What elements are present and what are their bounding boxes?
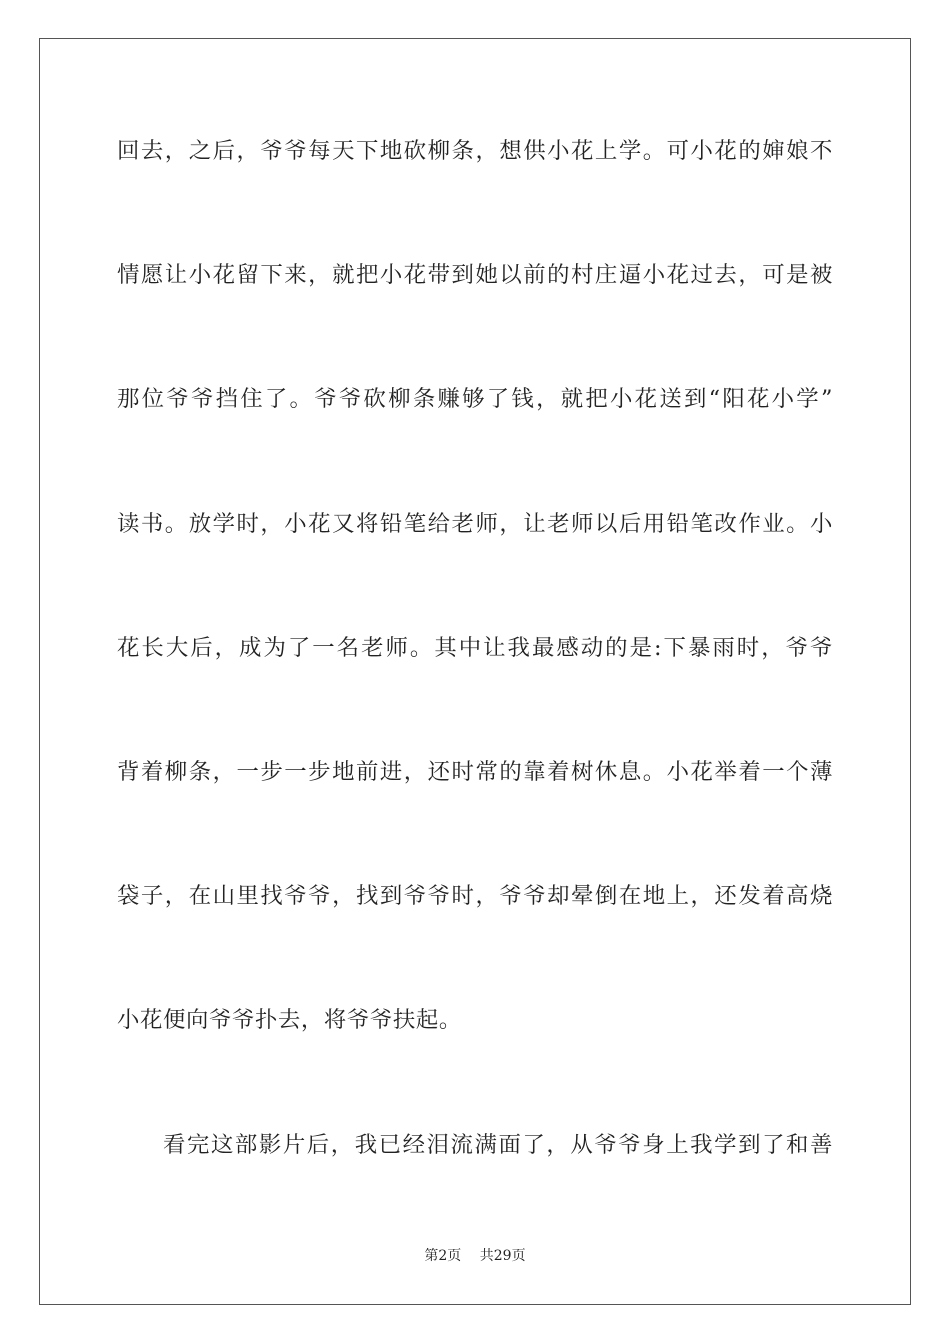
body-text-line-9: 看完这部影片后，我已经泪流满面了，从爷爷身上我学到了和善 <box>163 1132 833 1158</box>
body-text-line-4: 读书。放学时，小花又将铅笔给老师，让老师以后用铅笔改作业。小 <box>117 511 833 537</box>
body-text-line-6: 背着柳条，一步一步地前进，还时常的靠着树休息。小花举着一个薄 <box>117 759 833 785</box>
body-text-line-8: 小花便向爷爷扑去，将爷爷扶起。 <box>117 1007 462 1033</box>
body-text-line-5: 花长大后，成为了一名老师。其中让我最感动的是:下暴雨时，爷爷 <box>117 635 833 661</box>
page-footer <box>0 1246 950 1266</box>
page-total: 共29页 <box>479 1248 526 1264</box>
body-text-line-3: 那位爷爷挡住了。爷爷砍柳条赚够了钱，就把小花送到“阳花小学” <box>117 386 833 412</box>
body-text-line-2: 情愿让小花留下来，就把小花带到她以前的村庄逼小花过去，可是被 <box>117 262 833 288</box>
page-border <box>39 38 911 1305</box>
page-number: 第2页 <box>424 1248 462 1264</box>
body-text-line-7: 袋子，在山里找爷爷，找到爷爷时，爷爷却晕倒在地上，还发着高烧 <box>117 883 833 909</box>
body-text-line-1: 回去，之后，爷爷每天下地砍柳条，想供小花上学。可小花的婶娘不 <box>117 138 833 164</box>
